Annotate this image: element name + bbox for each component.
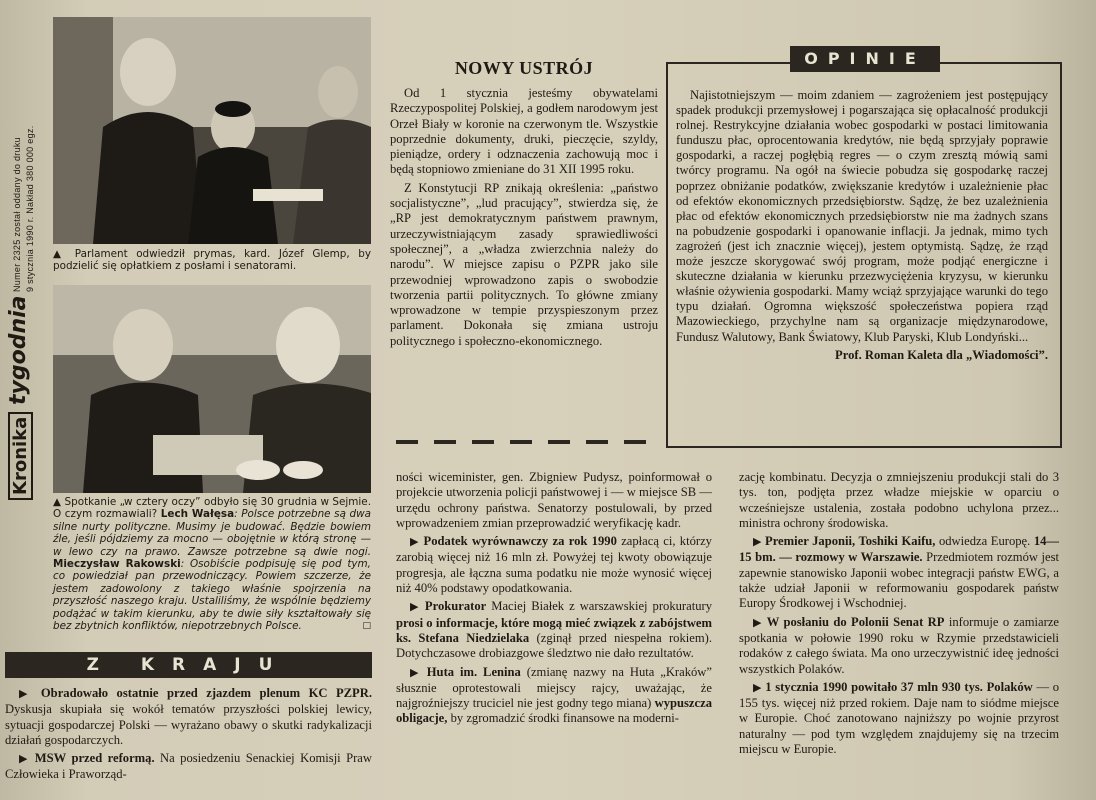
right-item-japonia <box>739 534 1059 611</box>
mid-item-prokurator-text-b: (zginął przed niespełna rokiem). Dotychczasowe drobiazgowe śledztwo nie dało rezultatów. <box>396 630 712 661</box>
caption-quote-rakowski: : Osobiście podpisuję się pod tym, co powiedział pan przewodniczący. Powiem szczerze, że jestem zadowolony z takiego właśnie spojrzenia na przyszłość naszego kraju. Ustaliliśmy, że wspólnie będziemy podążać w takim kierunku, aby te dwie siły kształtowały się bez zbytnich konfliktów, niepotrzebnych Polsce. <box>53 558 371 633</box>
logo-top: tygodnia <box>6 295 31 405</box>
mid-column-continued: ności wiceminister, gen. Zbigniew Pudysz, poinformował o projekcie utworzenia policji państwowej i — w miejsce SB — urzędu ochrony państwa. Senatorzy postulowali, by przed wprowadzeniem zmian przeprowadzić weryfikację kadr. <box>396 470 712 530</box>
photo-prymas-caption: ▲ Parlament odwiedził prymas, kard. Józef Glemp, by podzielić się opłatkiem z posłami i senatorami. <box>53 248 371 273</box>
mid-item-podatek-bold: Podatek wyrównawczy za rok 1990 <box>423 534 617 549</box>
right-column-continued: zację kombinatu. Decyzja o zmniejszeniu produkcji stali do 3 tys. ton, podjęta przez władze miejskie w oparciu o wcześniejsze ustalenia, została podobno uchylona przez... ministra ochrony środowiska. <box>739 470 1059 530</box>
item-arrow-icon: ▶ <box>753 681 766 694</box>
right-item-japonia-bold: Premier Japonii, Toshiki Kaifu, <box>765 534 936 549</box>
mid-item-prokurator-bold: Prokurator <box>424 599 487 614</box>
z-kraju-item-2-bold: MSW przed reformą. <box>34 751 155 766</box>
mid-item-huta-bold-2: wypuszcza obligacje, <box>396 696 712 726</box>
nowy-ustroj-p1: Od 1 stycznia jesteśmy obywatelami Rzeczypospolitej Polskiej, a godłem narodowym jest Orzeł Biały w koronie na czerwonym tle. Wszystkie poprzednie dokumenty, druki, pieczęcie, szyldy, pieniądze, ordery i odznaczenia zachowują moc i będą stopniowo zmieniane do 31 XII 1995 roku. <box>390 86 658 177</box>
item-arrow-icon: ▶ <box>410 536 424 549</box>
caption-end-mark: □ <box>362 621 371 632</box>
issue-info <box>12 0 52 290</box>
mid-item-huta-text-b: by zgromadzić środki finansowe na moderni- <box>447 711 679 726</box>
right-item-japonia-text-b: Przedmiotem rozmów jest zapewnie stanowisko Japonii wobec integracji państw EWG, a także udział Japonii w reformowaniu gospodarek państw Europy Środkowej i Wschodniej. <box>739 550 1059 611</box>
section-divider <box>396 440 658 444</box>
nowy-ustroj-title: NOWY USTRÓJ <box>454 58 594 78</box>
opinie-band: OPINIE <box>790 46 940 72</box>
opinie-signature-name: Prof. Roman Kaleta <box>835 347 943 362</box>
z-kraju-item-2 <box>5 751 372 783</box>
photo-spotkanie <box>53 285 371 493</box>
z-kraju-band: Z KRAJU <box>5 652 372 678</box>
mid-item-podatek-text: zapłacą ci, którzy zarobią więcej niż 16 mln zł. Powyżej tej kwoty obowiązuje progresja, ale łączna suma podatku nie może wynosić więcej niż 40% podstawy opodatkowania. <box>396 534 712 596</box>
photo-spotkanie-image <box>53 285 371 493</box>
opinie-body <box>676 88 1048 363</box>
logo-bottom: Kronika <box>8 412 33 500</box>
item-arrow-icon: ▶ <box>753 616 767 629</box>
masthead-strip <box>0 0 52 640</box>
right-column <box>739 470 1059 757</box>
photo-spotkanie-caption <box>53 496 371 632</box>
z-kraju-item-1-bold: Obradowało ostatnie przed zjazdem plenum KC PZPR. <box>40 686 372 700</box>
mid-item-huta <box>396 665 712 727</box>
nowy-ustroj-body <box>390 86 658 349</box>
photo-prymas <box>53 17 371 244</box>
mid-item-prokurator-bold-2: prosi o informacje, które mogą mieć związek z zabójstwem ks. Stefana Niedzielaka <box>396 615 712 645</box>
caption-name-rakowski: Mieczysław Rakowski <box>53 558 181 571</box>
right-item-japonia-bold-2: 14—15 bm. — rozmowy w Warszawie. <box>739 534 1060 565</box>
issue-line-1: Numer 2325 został oddany do druku <box>12 137 22 292</box>
mid-item-huta-text-a: (zmianę nazwy na Huta „Kraków” słusznie oprotestowali miejscy rajcy, uważając, że najgroźniejszy truciciel nie jest godny tego miana) <box>396 664 712 711</box>
issue-line-2: 9 stycznia 1990 r. Nakład 380 000 egz. <box>25 125 35 292</box>
caption-lead: ▲ Spotkanie „w cztery oczy” odbyło się 30 grudnia w Sejmie. O czym rozmawiali? <box>53 496 371 521</box>
mid-item-prokurator <box>396 599 712 661</box>
z-kraju-column <box>5 686 372 783</box>
right-item-polonia-bold: W posłaniu do Polonii Senat RP <box>766 614 945 629</box>
opinie-signature-rest: dla „Wiadomości”. <box>942 347 1048 362</box>
right-item-polonia-text: informuje o zamiarze spotkania w połowie 1990 roku w Rzymie przedstawicieli rodaków z całego świata. Ma ono urzeczywistnić ideę jedności wszystkich Polaków. <box>739 614 1060 676</box>
mid-column <box>396 470 712 727</box>
caption-quote-walesa: : Polsce potrzebne są dwa silne nurty polityczne. Musimy je budować. Będzie bowiem źle, jeśli pójdziemy za mocno — obojętnie w którą stronę — w lewo czy na prawo. Zawsze potrzebne są dwie nogi. <box>53 508 372 558</box>
z-kraju-item-2-text: Na posiedzeniu Senackiej Komisji Praw Człowieka i Praworząd- <box>5 751 372 782</box>
mid-item-prokurator-text-a: Maciej Białek z warszawskiej prokuratury <box>486 599 712 614</box>
right-item-ludnosc-text: — o 155 tys. więcej niż przed rokiem. Daje nam to siódme miejsce w Europie. Choć zanotowano najniższy po wojnie przyrost naturalny — pod tym względem znajdujemy się na trzecim miejscu w Europie. <box>739 679 1059 757</box>
right-item-ludnosc-bold: 1 stycznia 1990 powitało 37 mln 930 tys. Polaków <box>765 679 1033 694</box>
photo-prymas-image <box>53 17 371 244</box>
item-arrow-icon: ▶ <box>19 753 35 766</box>
z-kraju-item-1-text: Dyskusja skupiała się wokół tematów przyszłości polskiej lewicy, sytuacji gospodarczej Polski — wyrażano obawy o skutki radykalizacji działań gospodarczych. <box>5 702 372 747</box>
opinie-text: Najistotniejszym — moim zdaniem — zagrożeniem jest postępujący spadek produkcji przemysłowej i pogarszająca się opłacalność produkcji rolnej. Restrykcyjne działania wobec gospodarki w postaci limitowania funduszu płac, oprocentowania kredytów, nie będą sprzyjały poprawie gospodarki, a raczej pogłębią regres — o czym zresztą mówią sami twórcy programu. Na ogół na świecie pobudza się gospodarkę raczej poprzez obniżanie podatków, zwiększanie kredytów i uzależnienie płac od efektów ekonomicznych przedsiębiorstw. Sądzę, że bez uzależnienia płac od efektów ekonomicznych przedsiębiorstw nie ma żadnych szans na pobudzenie gospodarki i opanowanie inflacji. Ja jednak, mimo tych zagrożeń (jest ich znacznie więcej), jestem optymistą. Sądzę, że rząd może jeszcze skorygować swój program, może podjąć energiczne i skuteczne działania w kierunku przezwyciężenia kryzysu, w kierunku właśnie ożywienia gospodarki. Mamy wciąż sprzyjające warunki do tego typu działań. Ogromna większość społeczeństwa popiera rząd Mazowieckiego, przychylne nam są organizacje międzynarodowe, Fundusz Walutowy, Bank Światowy, Klub Paryski, Klub Londyński... <box>676 88 1048 344</box>
nowy-ustroj-p2: Z Konstytucji RP znikają określenia: „państwo socjalistyczne”, „lud pracujący”, stwierdza się, że „RP jest demokratycznym państwem prawnym, urzeczywistniającym zasady sprawiedliwości społecznej”, a „władza zwierzchnia należy do narodu”. W miejsce zapisu o PZPR jako sile przewodniej wprowadzono zapis o swobodzie tworzenia partii politycznych. To główne zmiany wprowadzone w tempie przyspieszonym przez parlament. Dokonała się zmiana ustroju politycznego i społeczno-ekonomicznego. <box>390 180 658 348</box>
item-arrow-icon: ▶ <box>410 601 425 614</box>
item-arrow-icon: ▶ <box>410 666 427 679</box>
z-kraju-item-1 <box>5 686 372 748</box>
opinie-signature <box>676 348 1048 363</box>
item-arrow-icon: ▶ <box>19 688 41 700</box>
mid-item-podatek <box>396 534 712 596</box>
item-arrow-icon: ▶ <box>753 536 765 549</box>
right-item-japonia-text-a: odwiedza Europę. <box>935 534 1034 549</box>
caption-name-walesa: Lech Wałęsa <box>160 508 235 521</box>
right-item-ludnosc <box>739 680 1059 757</box>
right-item-polonia <box>739 615 1059 677</box>
mid-item-huta-bold: Huta im. Lenina <box>426 664 521 679</box>
